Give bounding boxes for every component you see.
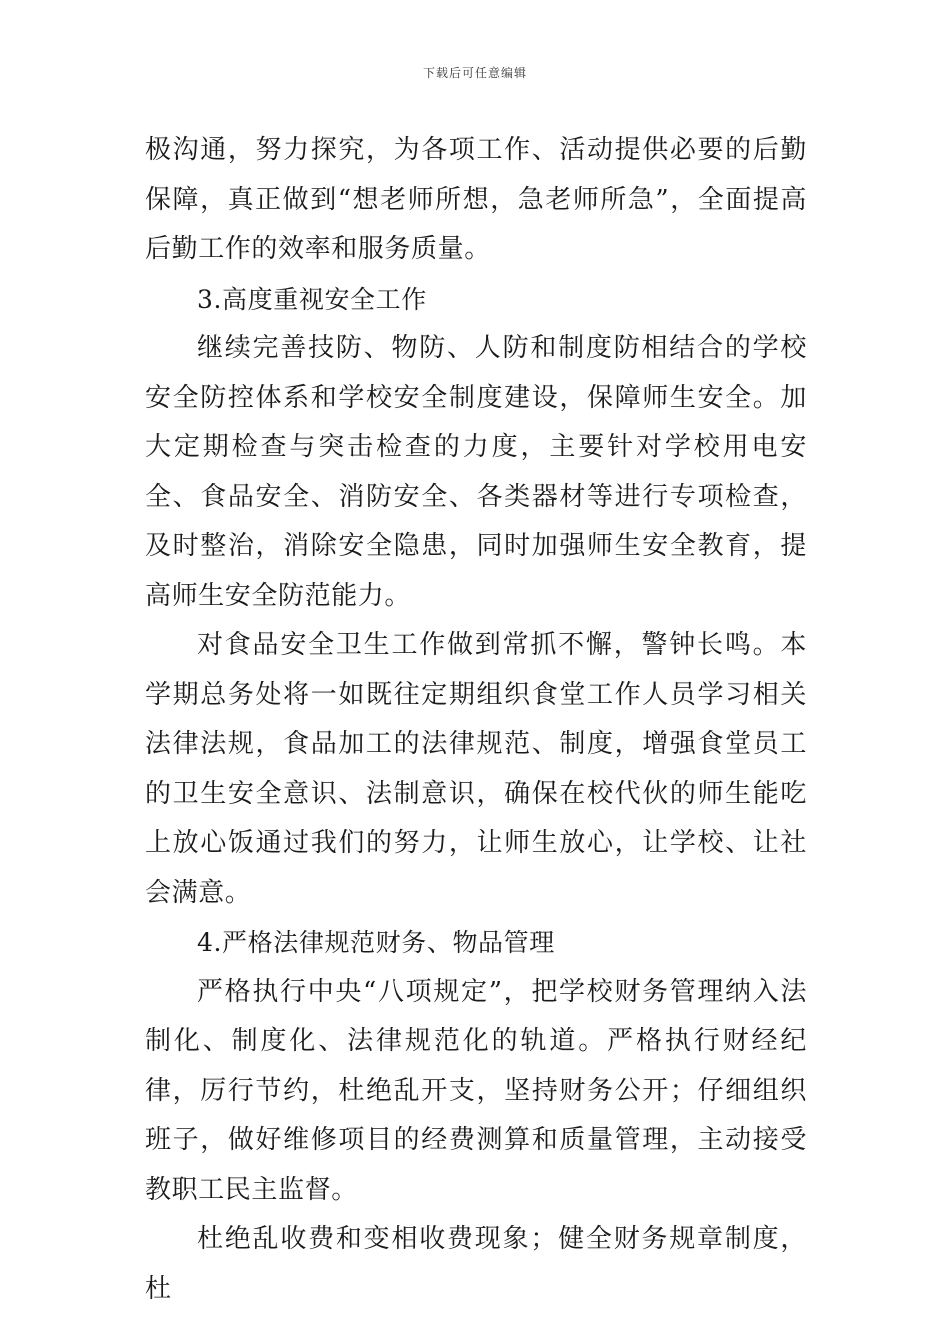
section-heading-safety: 3.高度重视安全工作	[197, 284, 427, 314]
paragraph-food-safety: 对食品安全卫生工作做到常抓不懈，警钟长鸣。本学期总务处将一如既往定期组织食堂工作人员学习相关法律法规，食品加工的法律规范、制度，增强食堂员工的卫生安全意识、法制意识，确保在校代伙的师生能吃上放心饭通过我们的努力，让师生放心，让学校、让社会满意。	[145, 630, 807, 908]
paragraph-safety-system: 继续完善技防、物防、人防和制度防相结合的学校安全防控体系和学校安全制度建设，保障师生安全。加大定期检查与突击检查的力度，主要针对学校用电安全、食品安全、消防安全、各类器材等进行专项检查，及时整治，消除安全隐患，同时加强师生安全教育，提高师生安全防范能力。	[145, 333, 807, 611]
page-header-note: 下载后可任意编辑	[422, 66, 527, 80]
document-body	[145, 126, 807, 1314]
paragraph-finance-rules: 严格执行中央“八项规定”，把学校财务管理纳入法制化、制度化、法律规范化的轨道。严格执行财经纪律，厉行节约，杜绝乱开支，坚持财务公开；仔细组织班子，做好维修项目的经费测算和质量管理，主动接受教职工民主监督。	[145, 976, 807, 1205]
paragraph-continuation: 极沟通，努力探究，为各项工作、活动提供必要的后勤保障，真正做到“想老师所想，急老师所急”，全面提高后勤工作的效率和服务质量。	[145, 135, 807, 264]
section-heading-finance: 4.严格法律规范财务、物品管理	[197, 928, 555, 957]
paragraph-fee-control: 杜绝乱收费和变相收费现象；健全财务规章制度，杜	[145, 1224, 807, 1304]
